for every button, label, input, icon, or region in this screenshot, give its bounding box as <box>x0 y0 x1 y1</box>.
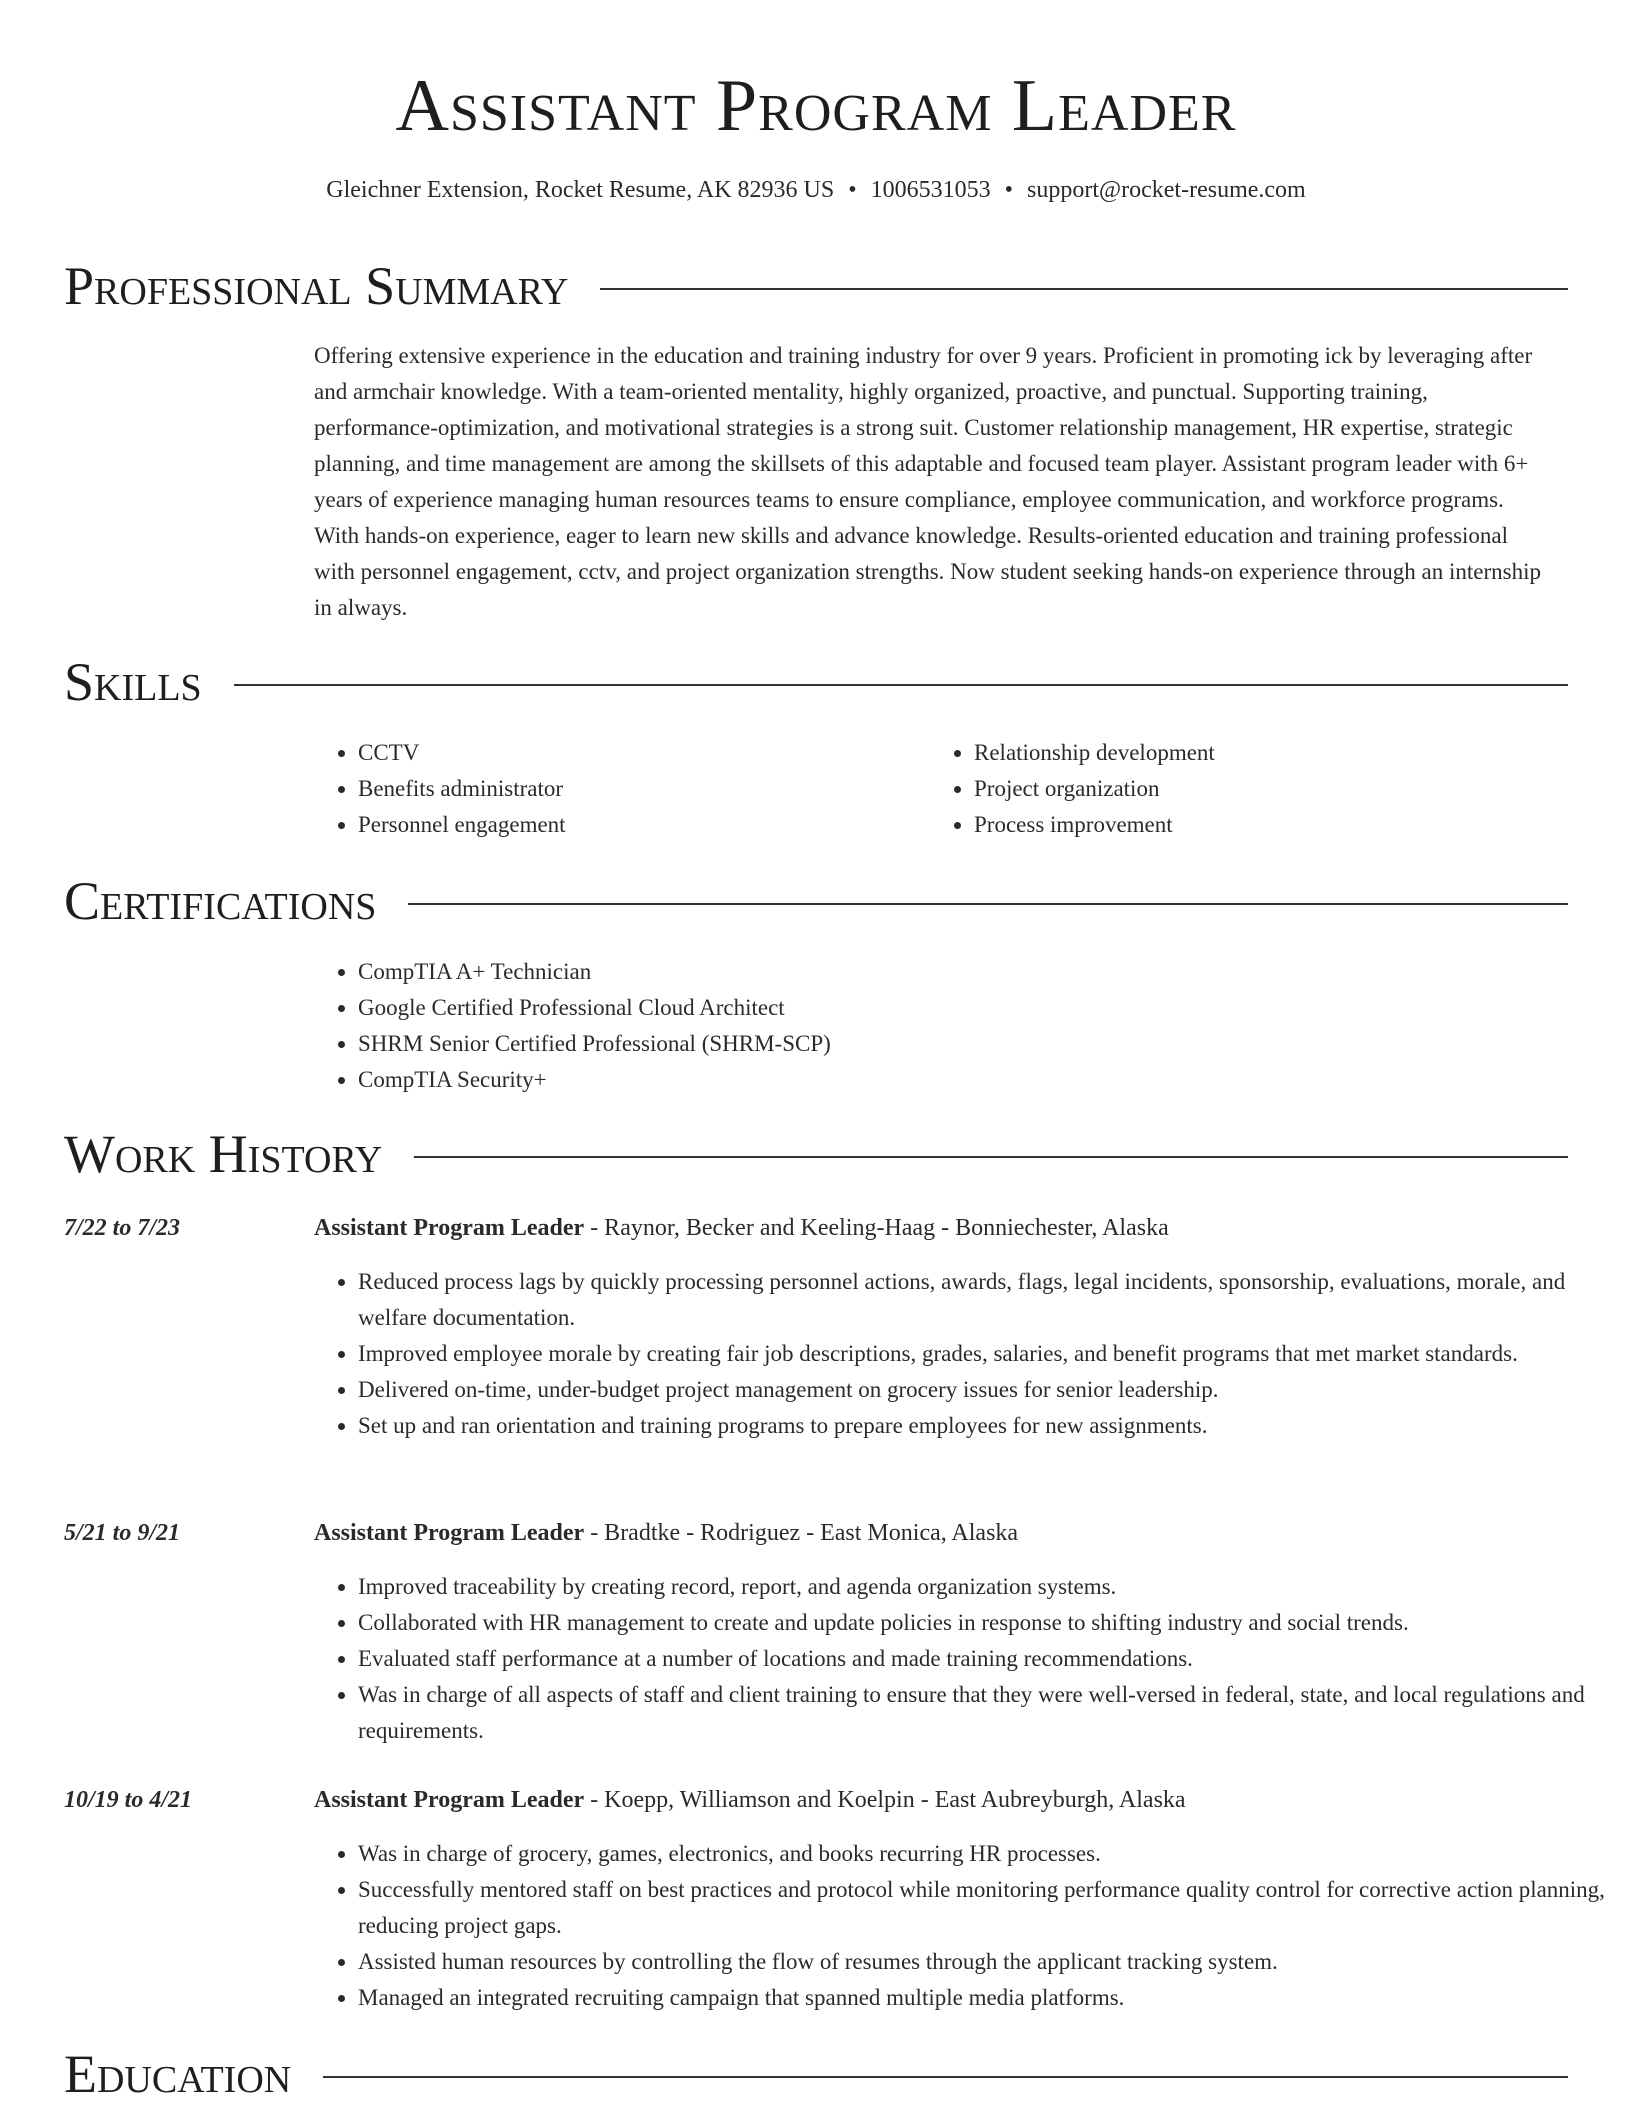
skill-item: • CCTV <box>358 735 918 771</box>
skill-item: • Benefits administrator <box>358 771 918 807</box>
job-bullet: • Assisted human resources by controlling the flow of resumes through the applicant tracking system. <box>358 1944 1608 1980</box>
section-rule <box>600 288 1568 290</box>
section-rule <box>414 1156 1568 1158</box>
section-header-summary <box>64 256 1568 316</box>
candidate-name: Assistant Program Leader <box>395 65 1237 147</box>
job-heading <box>314 1515 1564 1551</box>
job-dates: 10/19 to 4/21 <box>64 1787 193 1813</box>
job-bullet: • Improved employee morale by creating fair job descriptions, grades, salaries, and benefit programs that met market standards. <box>358 1336 1608 1372</box>
section-header-certifications <box>64 871 1568 931</box>
section-title: Skills <box>64 652 202 712</box>
section-title: Work History <box>64 1124 383 1184</box>
skills-list-left <box>314 735 918 843</box>
certification-item: • Google Certified Professional Cloud Architect <box>358 990 1558 1026</box>
section-title: Education <box>64 2044 292 2104</box>
job-bullet: • Managed an integrated recruiting campaign that spanned multiple media platforms. <box>358 1980 1608 2016</box>
job-bullet: • Collaborated with HR management to create and update policies in response to shifting industry and social trends. <box>358 1605 1608 1641</box>
skill-item: • Process improvement <box>974 807 1534 843</box>
job-bullet: • Delivered on-time, under-budget project management on grocery issues for senior leadership. <box>358 1372 1608 1408</box>
job-title: Assistant Program Leader <box>314 1215 585 1241</box>
certification-item: • SHRM Senior Certified Professional (SHRM-SCP) <box>358 1026 1558 1062</box>
contact-line <box>0 174 1632 206</box>
job-bullet: • Reduced process lags by quickly processing personnel actions, awards, flags, legal incidents, sponsorship, evaluations, morale, and welfare documentation. <box>358 1264 1608 1336</box>
job-bullet: • Evaluated staff performance at a number of locations and made training recommendations. <box>358 1641 1608 1677</box>
section-title: Professional Summary <box>64 256 569 316</box>
job-dates: 5/21 to 9/21 <box>64 1520 181 1546</box>
summary-text: Offering extensive experience in the education and training industry for over 9 years. Proficient in promoting ick by leveraging after and armchair knowledge. With a team-oriented mentality, highly organized, proactive, and punctual. Supporting training, performance-optimization, and motivational strategies is a strong suit. Customer relationship management, HR expertise, strategic planning, and time management are among the skillsets of this adaptable and focused team player. Assistant program leader with 6+ years of experience managing human resources teams to ensure compliance, employee communication, and workforce programs. With hands-on experience, eager to learn new skills and advance knowledge. Results-oriented education and training professional with personnel engagement, cctv, and project organization strengths. Now student seeking hands-on experience through an internship in always. <box>314 343 1541 620</box>
skill-item: • Relationship development <box>974 735 1534 771</box>
address: Gleichner Extension, Rocket Resume, AK 82936 US <box>326 177 835 203</box>
job-employer: - Raynor, Becker and Keeling-Haag - Bonniechester, Alaska <box>584 1215 1169 1241</box>
job-heading <box>314 1782 1564 1818</box>
certification-item: • CompTIA Security+ <box>358 1062 1558 1098</box>
certification-item: • CompTIA A+ Technician <box>358 954 1558 990</box>
separator: • <box>1004 177 1014 203</box>
section-rule <box>408 903 1568 905</box>
job-employer: - Koepp, Williamson and Koelpin - East Aubreyburgh, Alaska <box>584 1787 1186 1813</box>
skill-item: • Personnel engagement <box>358 807 918 843</box>
separator: • <box>848 177 857 203</box>
job-title: Assistant Program Leader <box>314 1520 585 1546</box>
job-bullet: • Successfully mentored staff on best practices and protocol while monitoring performance quality control for corrective action planning, reducing project gaps. <box>358 1872 1608 1944</box>
section-header-education <box>64 2044 1568 2104</box>
section-header-skills <box>64 652 1568 712</box>
job-employer: - Bradtke - Rodriguez - East Monica, Alaska <box>584 1520 1019 1546</box>
skill-item: • Project organization <box>974 771 1534 807</box>
section-rule <box>323 2076 1568 2078</box>
skills-list-right <box>930 735 1534 843</box>
job-bullet: • Set up and ran orientation and training programs to prepare employees for new assignments. <box>358 1408 1608 1444</box>
job-bullet: • Improved traceability by creating record, report, and agenda organization systems. <box>358 1569 1608 1605</box>
phone: 1006531053 <box>870 177 991 203</box>
job-dates: 7/22 to 7/23 <box>64 1215 181 1241</box>
job-heading <box>314 1210 1564 1246</box>
job-bullet: • Was in charge of grocery, games, electronics, and books recurring HR processes. <box>358 1836 1608 1872</box>
email: support@rocket-resume.com <box>1027 177 1306 203</box>
section-header-work-history <box>64 1124 1568 1184</box>
job-bullets <box>314 1264 1608 1444</box>
job-bullets <box>314 1836 1608 2016</box>
job-bullet: • Was in charge of all aspects of staff and client training to ensure that they were well-versed in federal, state, and local regulations and requirements. <box>358 1677 1608 1749</box>
certifications-list <box>314 954 1558 1098</box>
job-bullets <box>314 1569 1608 1749</box>
section-title: Certifications <box>64 871 377 931</box>
job-title: Assistant Program Leader <box>314 1787 585 1813</box>
section-rule <box>234 684 1568 686</box>
